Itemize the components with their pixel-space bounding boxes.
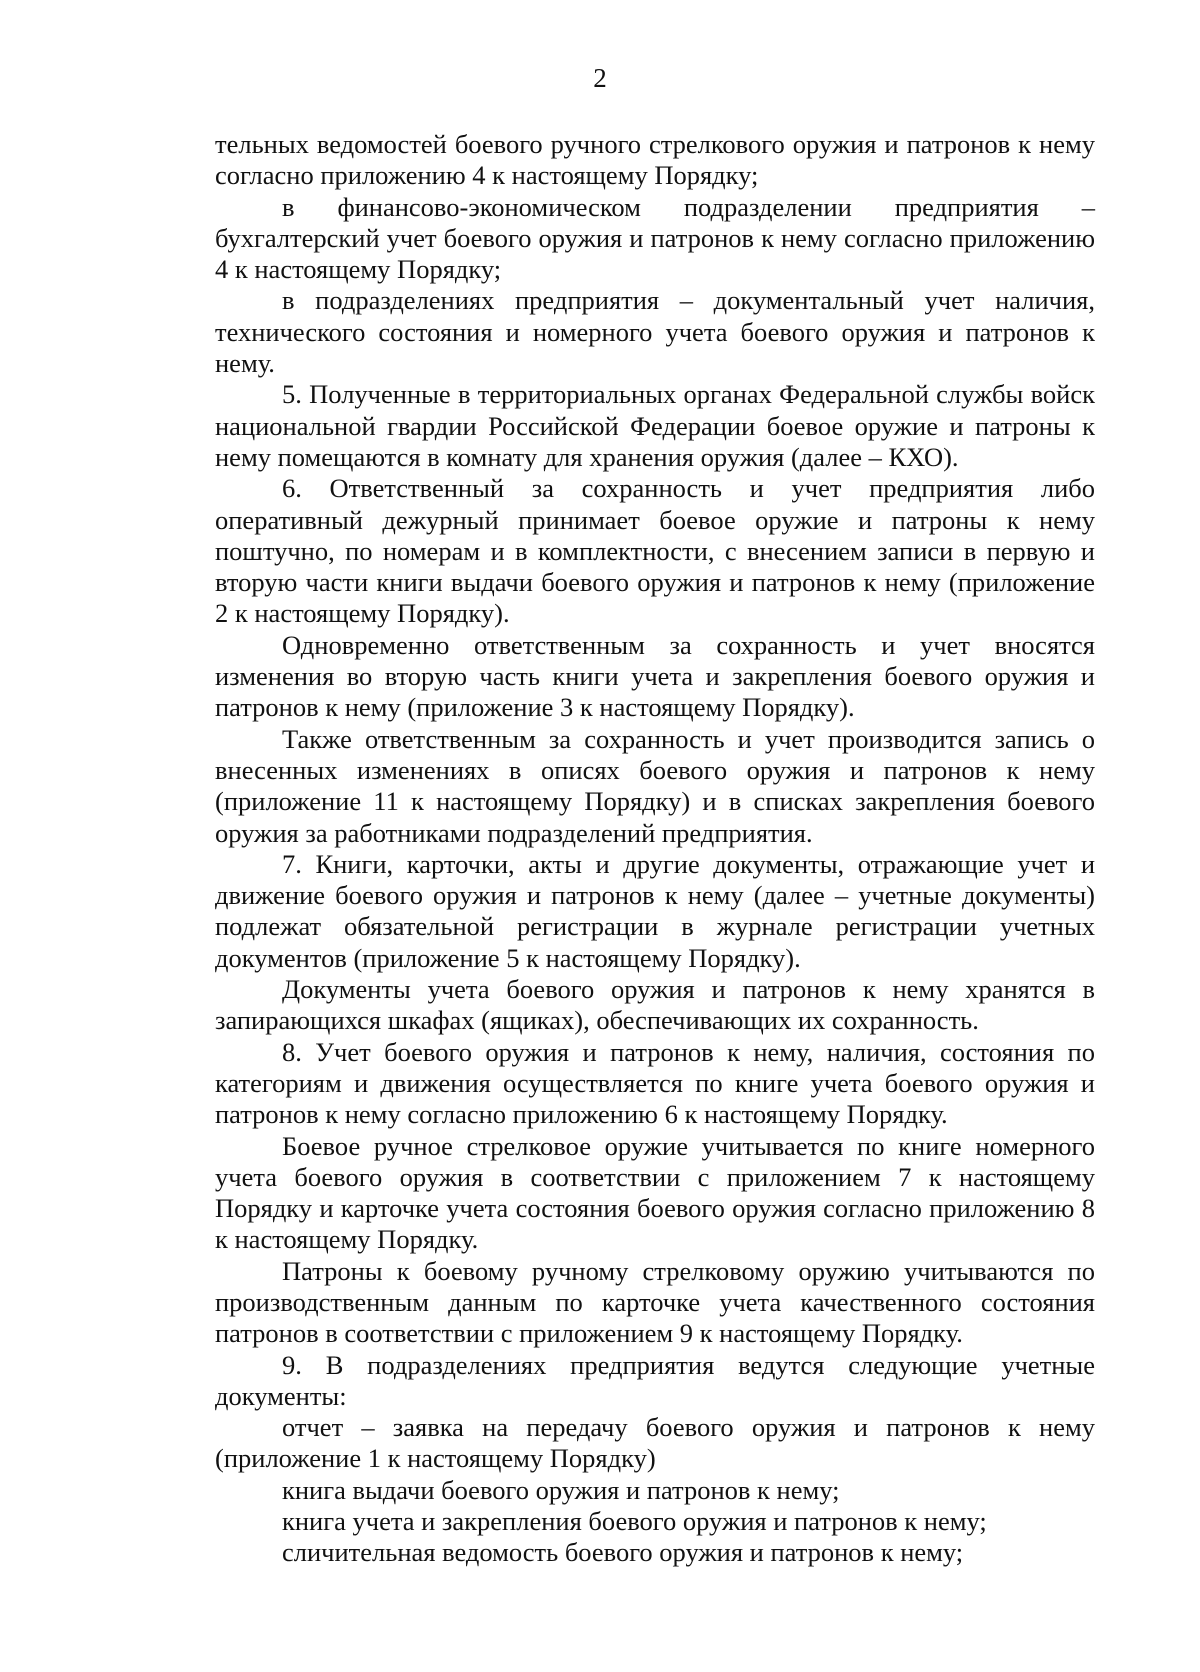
paragraph: книга учета и закрепления боевого оружия и патронов к нему; [282, 1506, 987, 1537]
document-body [215, 129, 1095, 1569]
paragraph: Документы учета боевого оружия и патронов к нему хранятся в запирающихся шкафах (ящиках), обеспечивающих их сохранность. [215, 974, 1095, 1036]
paragraph: Патроны к боевому ручному стрелковому оружию учитываются по производственным данным по карточке учета качественного состояния патронов в соответствии с приложением 9 к настоящему Порядку. [215, 1255, 1095, 1349]
paragraph: 9. В подразделениях предприятия ведутся следующие учетные документы: [215, 1349, 1095, 1411]
paragraph: тельных ведомостей боевого ручного стрелкового оружия и патронов к нему согласно приложению 4 к настоящему Порядку; [215, 129, 1095, 191]
paragraph: 6. Ответственный за сохранность и учет предприятия либо оперативный дежурный принимает боевое оружие и патроны к нему поштучно, по номерам и в комплектности, с внесением записи в первую и вторую части книги выдачи боевого оружия и патронов к нему (приложение 2 к настоящему Порядку). [215, 473, 1095, 629]
paragraph: Также ответственным за сохранность и учет производится запись о внесенных изменениях в описях боевого оружия и патронов к нему (приложение 11 к настоящему Порядку) и в списках закрепления боевого оружия за работниками подразделений предприятия. [215, 723, 1095, 848]
paragraph: сличительная ведомость боевого оружия и патронов к нему; [282, 1537, 964, 1568]
paragraph: 8. Учет боевого оружия и патронов к нему, наличия, состояния по категориям и движения осуществляется по книге учета боевого оружия и патронов к нему согласно приложению 6 к настоящему Порядку. [215, 1036, 1095, 1130]
paragraph: отчет – заявка на передачу боевого оружия и патронов к нему (приложение 1 к настоящему Порядку) [215, 1412, 1095, 1474]
paragraph: в подразделениях предприятия – документальный учет наличия, технического состояния и номерного учета боевого оружия и патронов к нему. [215, 285, 1095, 379]
paragraph: Одновременно ответственным за сохранность и учет вносятся изменения во вторую часть книги учета и закрепления боевого оружия и патронов к нему (приложение 3 к настоящему Порядку). [215, 629, 1095, 723]
paragraph: книга выдачи боевого оружия и патронов к нему; [282, 1474, 840, 1505]
paragraph: 7. Книги, карточки, акты и другие документы, отражающие учет и движение боевого оружия и патронов к нему (далее – учетные документы) подлежат обязательной регистрации в журнале регистрации учетных документов (приложение 5 к настоящему Порядку). [215, 848, 1095, 973]
paragraph: в финансово-экономическом подразделении предприятия – бухгалтерский учет боевого оружия и патронов к нему согласно приложению 4 к настоящему Порядку; [215, 191, 1095, 285]
paragraph: Боевое ручное стрелковое оружие учитывается по книге номерного учета боевого оружия в соответствии с приложением 7 к настоящему Порядку и карточке учета состояния боевого оружия согласно приложению 8 к настоящему Порядку. [215, 1130, 1095, 1255]
page-number: 2 [593, 63, 607, 93]
paragraph: 5. Полученные в территориальных органах Федеральной службы войск национальной гвардии Российской Федерации боевое оружие и патроны к нему помещаются в комнату для хранения оружия (далее – КХО). [215, 379, 1095, 472]
